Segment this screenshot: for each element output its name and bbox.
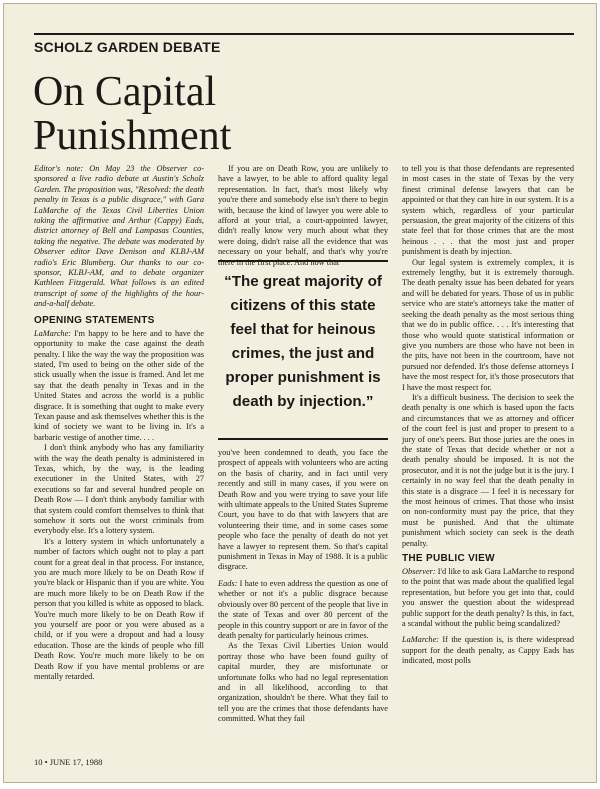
title-line-2: Punishment <box>33 113 232 159</box>
page-footer: 10 • JUNE 17, 1988 <box>34 757 103 767</box>
editors-note: Editor's note: On May 23 the Observer co-sponsored a live radio debate at Austin's Scholz Garden. The proposition was, "Resolved: the death penalty in Texas is a public disgrace," with Gara LaMarche of the Texas Civil Liberties Union taking the affirmative and Arthur (Cappy) Eads, district attorney of Bell and Lampasas Counties, taking the negative. The debate was moderated by Observer editor Dave Denison and KLBJ-AM radio's Eric Blumberg. Our thanks to our co-sponsor, KLBJ-AM, and to debate organizer Kathleen Fitzgerald. What follows is an edited transcript of some of the highlights of the hour-and-a-half debate. <box>34 164 204 309</box>
paragraph: I don't think anybody who has any familiarity with the way the death penalty is administered in Texas, which, by the way, is the leading executioner in the United States, with 27 executions so far and several hundred people on Death Row — I don't think anybody familiar with that system could comfort themselves to think that somehow it sorts out the worst criminals from everybody else. It's a lottery system. <box>34 443 204 536</box>
column-3 <box>402 164 574 667</box>
section-heading-opening: OPENING STATEMENTS <box>34 314 155 326</box>
paragraph: As the Texas Civil Liberties Union would portray those who have been found guilty of capital murder, they are misfortunate or unfortunate folks who had no legal representation and in all likelihood, according to that organization, shouldn't be there. What they fail to tell you are the crimes that those defendants have committed. What they fail <box>218 641 388 724</box>
paragraph: LaMarche: I'm happy to be here and to have the opportunity to make the case against the death penalty. I like the way the way the proposition was stated, I'm used to being on the other side of the stick usually when the issue is framed. And let me say that the death penalty in Texas and in the United States and across the world is a public disgrace. It is something that ought to make every Texan pause and ask themselves whether this is the kind of society we want to be living in. It's a barbaric vestige of another time. . . . <box>34 328 204 442</box>
column-2 <box>218 164 388 268</box>
speaker-label: LaMarche: <box>34 328 72 338</box>
pull-quote-box <box>218 260 388 440</box>
speaker-label: LaMarche: <box>402 635 440 645</box>
article-title <box>33 70 231 158</box>
column-2-continued <box>218 448 388 725</box>
section-kicker: SCHOLZ GARDEN DEBATE <box>34 39 221 55</box>
paragraph: Our legal system is extremely complex, it is extremely lengthy, but it is extremely thorough. The death penalty issue has been debated for years and will be debated for years. Those of us in public service who are state's attorneys take the matter of seeking the death penalty as the most serious thing that we do in public office. . . . It's interesting that those who would quote statistical information or give you numbers are those who have not been in the pits, have not been in the courtroom, have not pursued nor defended. It's those defense attorneys I have the most respect for, it's those prosecutors that I have the most respect for. <box>402 257 574 392</box>
column-1 <box>34 164 204 683</box>
pull-quote: “The great majority of citizens of this state feel that for heinous crimes, the just and proper punishment is death by injection.” <box>224 273 382 410</box>
speaker-label: Eads: <box>218 578 238 588</box>
paragraph: LaMarche: If the question is, is there widespread support for the death penalty, as Cappy Eads has indicated, most polls <box>402 635 574 666</box>
paragraph: It's a difficult business. The decision to seek the death penalty is one which is based upon the facts and circumstances that we as attorney and officer of the court feel is just and proper to present to a jury of one's peers. But those juries are the ones in the state of Texas that decide whether or not a death penalty should be imposed. It is not the prosecutor, and it is not the judge but it is the jury. I certainly in no way feel that the death penalty in this state is a disgrace — I feel it is necessary for the most heinous of crimes. That those who insist on non-conformity must pay the price, that they must be punished. And that the ultimate punishment which society can seek is the death penalty. <box>402 392 574 548</box>
paragraph: If you are on Death Row, you are unlikely to have a lawyer, to be able to afford quality legal representation. In fact, that's most likely why you're there and somebody else isn't there to begin with, because the kind of lawyer you were able to afford at your trial, a court-appointed lawyer, didn't really know very much about what they were doing, didn't raise all the evidence that was necessary on your behalf, and that's why you're there in the first place. And now that <box>218 164 388 267</box>
top-rule <box>34 33 574 35</box>
paragraph: Observer: I'd like to ask Gara LaMarche to respond to the point that was made about the qualified legal representation, but before you get into that, could you answer the question about the widespread public support for the death penalty? Is this, in fact, a scandal without the public being scandalized? <box>402 567 574 629</box>
speaker-label: Observer: <box>402 567 436 577</box>
section-heading-public-view: THE PUBLIC VIEW <box>402 553 495 565</box>
paragraph: to tell you is that those defendants are represented in most cases in the state of Texas by the very finest criminal defense lawyers that can be appointed or that they can hire in our system. It is a system which, regardless of your particular persuasion, the great majority of the citizens of this state feel that for those crimes that are the most heinous . . . that the most just and proper punishment is death by injection. <box>402 164 574 257</box>
title-line-1: On Capital <box>33 69 217 115</box>
paragraph: you've been condemned to death, you face the prospect of appeals with volunteers who are acting on the basis of charity, and in fact until very recently and still in many cases, if you were on Death Row and you were trying to save your life with ultimate appeals to the United States Supreme Court, you have to do that with lawyers that are volunteering their time, and in some cases some people who face the penalty of death do not yet have a lawyer to represent them. So that's capital punishment in Texas in May of 1988. It is a public disgrace. <box>218 448 388 572</box>
paragraph: It's a lottery system in which unfortunately a number of factors which ought not to play a part count for a great deal in that process. For instance, you are much more likely to be on Death Row if you're black or Hispanic than if you are white. You are much more likely to be on Death Row if the person that you killed is white as opposed to black. You're much more likely to be on Death Row if you yourself are poor or you were abused as a child, or if you were a dropout and had a lousy education. Those are the kinds of people who fill Death Row. You're much more likely to be on Death Row if you have mental problems or are mentally retarded. <box>34 536 204 682</box>
paragraph: Eads: I hate to even address the question as one of whether or not it's a public disgrace because obviously over 80 percent of the people that live in the state of Texas and over 80 percent of the people in this country support or are in favor of the death penalty for particularly heinous crimes. <box>218 578 388 640</box>
magazine-page <box>3 3 597 783</box>
